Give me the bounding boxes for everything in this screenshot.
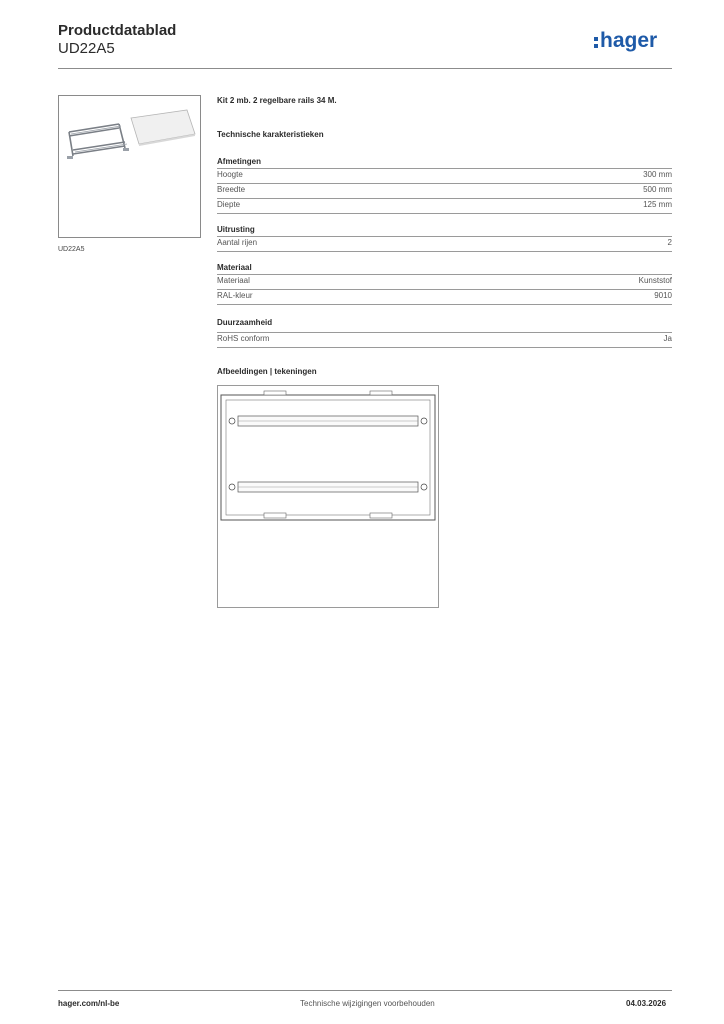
logo-text: hager	[600, 29, 658, 52]
group-title-uitrusting: Uitrusting	[217, 225, 255, 234]
footer-divider	[58, 990, 672, 991]
spec-label: RoHS conform	[217, 334, 270, 343]
spec-row	[217, 275, 672, 289]
divider	[217, 347, 672, 348]
group-title-materiaal: Materiaal	[217, 263, 252, 272]
spec-value: 500 mm	[643, 185, 672, 194]
spec-value: Ja	[663, 334, 672, 343]
spec-label: Materiaal	[217, 276, 250, 285]
product-photo-illustration	[59, 96, 200, 237]
section-heading: Technische karakteristieken	[217, 130, 324, 139]
spec-label: Breedte	[217, 185, 246, 194]
spec-value: 125 mm	[643, 200, 672, 209]
divider	[217, 213, 672, 214]
drawings-heading: Afbeeldingen | tekeningen	[217, 367, 317, 376]
product-code: UD22A5	[58, 40, 115, 57]
hager-logo-icon	[594, 28, 674, 54]
header-divider	[58, 68, 672, 69]
spec-row	[217, 237, 672, 251]
divider	[217, 304, 672, 305]
product-image-caption: UD22A5	[58, 246, 85, 253]
spec-row	[217, 290, 672, 304]
technical-drawing	[217, 385, 439, 608]
footer-website-link[interactable]: hager.com/nl-be	[58, 999, 120, 1008]
spec-value: 300 mm	[643, 170, 672, 179]
spec-value: Kunststof	[638, 276, 672, 285]
spec-value: 2	[667, 238, 672, 247]
group-title-duurzaamheid: Duurzaamheid	[217, 318, 273, 327]
spec-row	[217, 169, 672, 183]
footer-date: 04.03.2026	[626, 999, 667, 1008]
product-description: Kit 2 mb. 2 regelbare rails 34 M.	[217, 96, 337, 105]
product-image	[58, 95, 201, 238]
spec-label: Aantal rijen	[217, 238, 258, 247]
spec-row	[217, 184, 672, 198]
divider	[217, 251, 672, 252]
hager-logo	[594, 28, 674, 59]
group-title-afmetingen: Afmetingen	[217, 157, 261, 166]
spec-row	[217, 333, 672, 347]
spec-label: Diepte	[217, 200, 241, 209]
spec-label: Hoogte	[217, 170, 243, 179]
footer-disclaimer: Technische wijzigingen voorbehouden	[300, 999, 435, 1008]
page-title: Productdatablad	[58, 22, 177, 39]
technical-drawing-illustration	[218, 386, 438, 607]
spec-row	[217, 199, 672, 213]
spec-label: RAL-kleur	[217, 291, 253, 300]
spec-value: 9010	[654, 291, 672, 300]
